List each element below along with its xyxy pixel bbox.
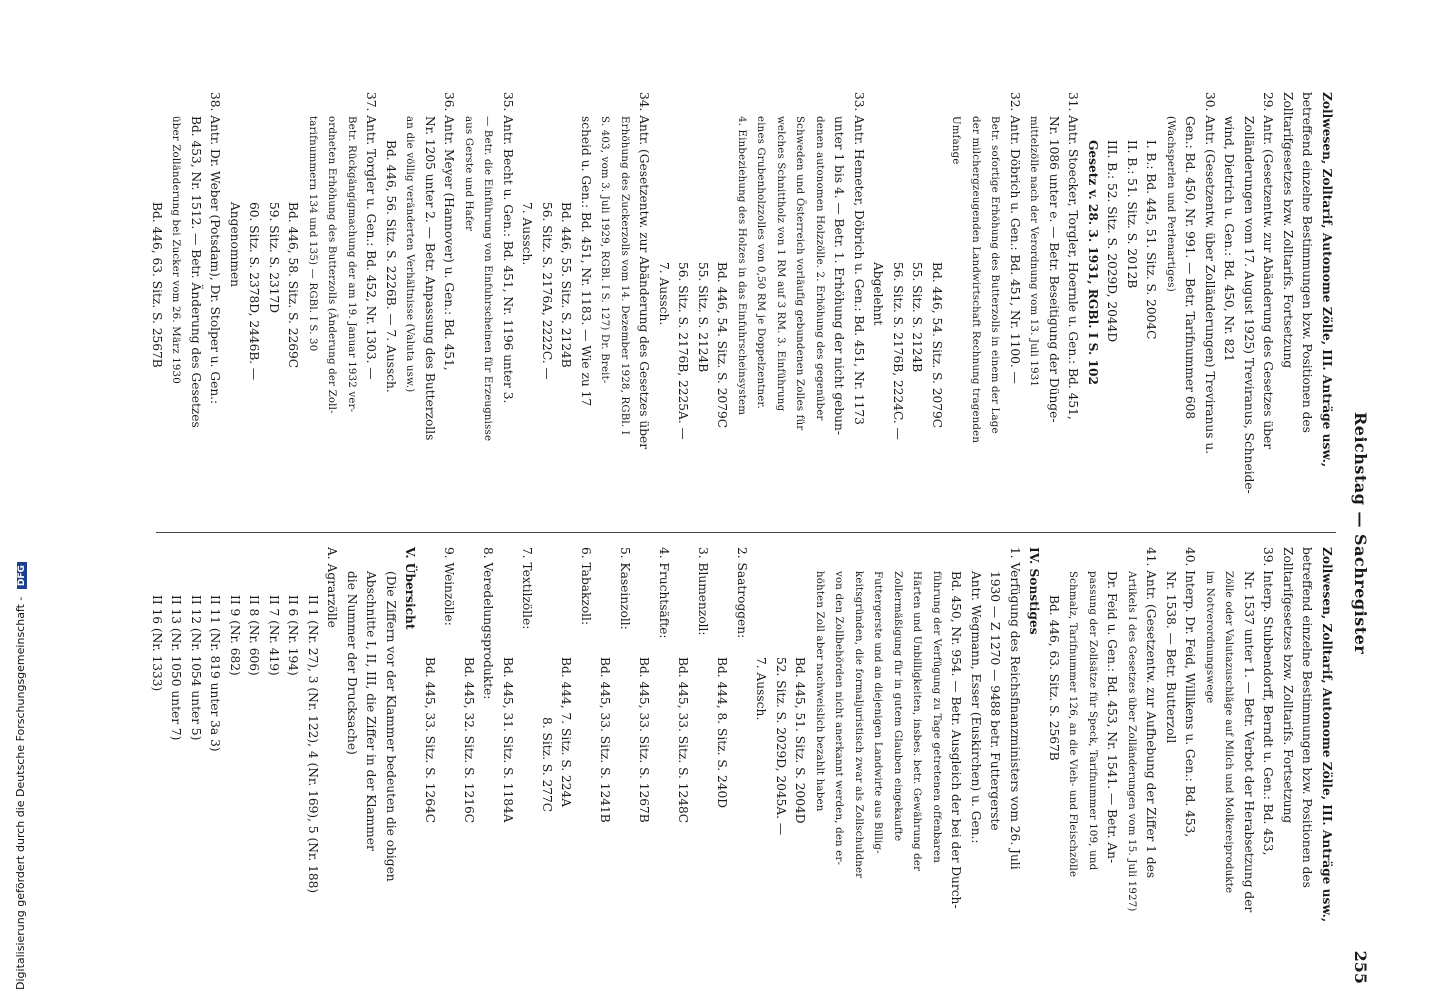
register-line: II 1 (Nr. 27), 3 (Nr. 122), 4 (Nr. 169), 5 (Nr. 188)	[306, 595, 320, 894]
register-line: 2. Saatroggen:	[735, 547, 749, 639]
rotated-register-page	[132, 92, 1372, 992]
register-line: 29. Antr. (Gesetzentw. zur Abänderung des Gesetzes über	[1261, 92, 1276, 450]
register-line: Zollwesen, Zolltarif, Autonome Zölle, III. Anträge usw.,	[1320, 92, 1334, 468]
register-line: aus Gerste und Hafer	[463, 116, 474, 232]
register-line: 7. Aussch.	[657, 262, 671, 326]
register-line: Schweden und Österreich vorläufig gebundenen Zolles für	[794, 116, 806, 431]
register-line: Abschnitte I, II, III, die Ziffer in der Klammer	[364, 571, 379, 851]
register-line: Bd. 445, 31. Sitz. S. 1184A	[501, 657, 515, 823]
register-line: Bd. 445, 51. Sitz. S. 2004D	[793, 657, 808, 824]
register-line: 8. Sitz. S. 277C	[540, 717, 554, 813]
register-line: 60. Sitz. S. 2378D, 2446B. —	[247, 202, 262, 381]
register-line: Schmalz, Tarifnummer 126, an die Vieh- und Fleischzölle	[1067, 571, 1079, 878]
register-line: Härten und Unbilligkeiten, insbes. betr. Gewährung der	[911, 571, 923, 872]
register-line: tarifnummern 134 und 135) — RGBl. I S. 30	[307, 116, 318, 352]
register-line: Bd. 446, 54. Sitz. S. 2079C	[930, 262, 944, 429]
register-line: betreffend einzelne Bestimmungen bzw. Positionen des	[1300, 92, 1315, 433]
register-line: höhten Zoll aber nachweislich bezahlt haben	[814, 571, 825, 812]
register-line: Abgelehnt	[871, 262, 886, 326]
register-line: Artikels I des Gesetzes über Zolländerungen vom 15. Juli 1927)	[1126, 571, 1137, 912]
register-line: Bd. 444, 8. Sitz. S. 240D	[715, 657, 730, 809]
register-line: keitsgründen, die formaljuristisch zwar als Zollschuldner	[853, 571, 864, 879]
register-line: Umfange	[950, 116, 962, 165]
register-line: 55. Sitz. S. 2124B	[696, 262, 710, 373]
register-line: 40. Interp. Dr. Feid, Willikens u. Gen.: Bd. 453,	[1183, 547, 1198, 838]
register-line: die Nummer der Drucksache)	[345, 571, 359, 755]
dfg-logo: DFG	[17, 562, 27, 589]
register-line: 7. Textilzölle:	[520, 547, 535, 630]
register-line: (Die Ziffern vor der Klammer bedeuten die obigen	[384, 571, 398, 882]
register-line: — Betr. die Einführung von Einfuhrscheinen für Erzeugnisse	[482, 116, 494, 442]
column-divider	[156, 532, 1336, 533]
register-line: II 8 (Nr. 606)	[247, 595, 262, 676]
register-line: Antr. Wegmann, Esser (Euskirchen) u. Gen.:	[969, 571, 983, 844]
register-line: Zolltarifgesetzes bzw. Zolltarifs. Fortsetzung	[1281, 92, 1295, 369]
register-line: 36. Antr. Meyer (Hannover) u. Gen.: Bd. 451,	[442, 92, 457, 371]
register-line: 56. Sitz. S. 2176B, 2225A. —	[676, 262, 691, 440]
register-line: Betr. Rückgängigmachung der am 19. Januar 1932 ver-	[346, 116, 357, 413]
register-line: Bd. 444, 7. Sitz. S. 224A	[559, 657, 574, 808]
header-title: Reichstag — Sachregister	[1351, 412, 1370, 655]
register-line: Dr. Feid u. Gen.: Bd. 453, Nr. 1541. — Betr. An-	[1105, 571, 1120, 864]
register-line: Bd. 453, Nr. 1512. — Betr. Änderung des Gesetzes	[189, 116, 203, 428]
register-line: Nr. 1086 unter e. — Betr. Beseitigung der Dünge-	[1047, 116, 1061, 423]
register-line: Bd. 445, 33. Sitz. S. 1241B	[598, 657, 613, 823]
register-line: mittelzölle nach der Verordnung vom 13. Juli 1931	[1028, 116, 1040, 388]
register-line: 31. Antr. Stoecker, Torgler, Hoernle u. Gen.: Bd. 451,	[1066, 92, 1081, 420]
register-line: 1930 — Z 1270 — 9488 betr. Futtergerste	[988, 571, 1003, 831]
register-line: Futtergerste und an diejenigen Landwirte aus Billig-	[872, 571, 884, 854]
register-line: Zolltarifgesetzes bzw. Zolltarifs. Fortsetzung	[1281, 547, 1295, 824]
register-line: 32. Antr. Döbrich u. Gen.: Bd. 451, Nr. 1100. —	[1008, 92, 1022, 384]
register-line: 33. Antr. Hemeter, Döbrich u. Gen.: Bd. 451, Nr. 1173	[852, 92, 866, 425]
register-line: 3. Blumenzoll:	[696, 547, 710, 636]
register-line: Bd. 446, 56. Sitz. S. 2226B. — 7. Aussch.	[384, 140, 398, 393]
register-line: Gen.: Bd. 450, Nr. 991. — Betr. Tarifnummer 608	[1183, 116, 1198, 420]
register-line: A. Agrarzölle	[325, 547, 340, 628]
register-line: Zollermäßigung für in gutem Glauben eingekaufte	[892, 571, 903, 842]
register-line: wind, Dietrich u. Gen.: Bd. 450, Nr. 821	[1222, 116, 1237, 362]
register-line: Nr. 1538. — Betr. Butterzoll	[1164, 571, 1178, 744]
register-line: von den Zollbehörden nicht anerkannt werden, den er-	[833, 571, 845, 866]
register-line: Bd. 450, Nr. 954. — Betr. Ausgleich der bei der Durch-	[949, 571, 964, 909]
register-line: V. Übersicht	[403, 547, 418, 630]
register-line: an die völlig veränderten Verhältnisse (Valuta usw.)	[404, 116, 416, 393]
register-line: Bd. 446, 58. Sitz. S. 2269C	[286, 202, 301, 369]
register-line: scheid u. Gen.: Bd. 451, Nr. 1183. — Wie zu 17	[579, 116, 593, 407]
register-line: 38. Antr. Dr. Weber (Potsdam), Dr. Stolper u. Gen.:	[208, 92, 223, 405]
register-line: 4. Einbeziehung des Holzes in das Einfuhrscheinsystem	[736, 116, 747, 416]
register-line: S. 403, vom 3. Juli 1929, RGBl. I S. 127) Dr. Breit-	[599, 116, 611, 384]
register-line: II 12 (Nr. 1054 unter 5)	[189, 595, 203, 741]
register-line: Nr. 1205 unter 2. — Betr. Anpassung des Butterzolls	[423, 116, 437, 441]
register-line: Erhöhung des Zuckerzolls vom 14. Dezember 1928, RGBl. I	[619, 116, 630, 435]
register-line: Nr. 1537 unter 1. — Betr. Verbot der Herabsetzung der	[1242, 571, 1256, 913]
running-header	[1342, 92, 1372, 992]
digitization-footer	[0, 0, 40, 1000]
register-line: Gesetz v. 28. 3. 1931, RGBl. I S. 102	[1086, 140, 1100, 385]
right-column	[147, 547, 1337, 975]
register-line: Bd. 446, 55. Sitz. S. 2124B	[559, 202, 574, 368]
register-line: II 13 (Nr. 1050 unter 7)	[169, 595, 184, 741]
register-line: 52. Sitz. S. 2029D, 2045A. —	[774, 657, 788, 836]
register-line: führung der Verfügung zu Tage getretenen offenbaren	[931, 571, 942, 863]
register-line: 56. Sitz. S. 2176A, 2222C. —	[540, 202, 554, 380]
register-line: 34. Antr. (Gesetzentw. zur Abänderung des Gesetzes über	[637, 92, 652, 450]
register-line: im Notverordnungswege	[1204, 571, 1215, 704]
register-line: IV. Sonstiges	[1027, 547, 1042, 635]
register-line: III. B.: 52. Sitz. S. 2029D, 2044D	[1105, 140, 1120, 343]
register-line: 8. Veredelungsprodukte:	[481, 547, 496, 700]
register-line: 39. Interp. Stubbendorff, Berndt u. Gen.: Bd. 453,	[1261, 547, 1276, 856]
register-line: passung der Zollsätze für Speck, Tarifnummer 109, und	[1087, 571, 1098, 871]
register-line: Bd. 445, 32. Sitz. S. 1216C	[462, 657, 476, 824]
register-line: I. B.: Bd. 445, 51. Sitz. S. 2004C	[1144, 140, 1159, 340]
register-line: Bd. 445, 33. Sitz. S. 1264C	[423, 657, 437, 824]
register-line: der milchergzeugenden Landwirtschaft Rechnung tragenden	[970, 116, 981, 444]
register-line: 6. Tabakzoll:	[579, 547, 593, 626]
register-line: (Wachsperlen und Perlenartiges)	[1165, 116, 1176, 292]
register-line: II 16 (Nr. 1333)	[150, 595, 164, 692]
register-line: 35. Antr. Becht u. Gen.: Bd. 451, Nr. 1196 unter 3.	[501, 92, 515, 404]
register-line: Betr. sofortige Erhöhung des Butterzolls in einem der Lage	[989, 116, 1001, 434]
register-line: unter 1 bis 4. — Betr. 1. Erhöhung der nicht gebun-	[832, 116, 847, 436]
register-line: II 9 (Nr. 682)	[228, 595, 242, 676]
register-line: 41. Antr. (Gesetzentw. zur Aufhebung der Ziffer 1 des	[1144, 547, 1159, 879]
register-line: 7. Aussch.	[520, 202, 535, 266]
register-line: Bd. 446, 63. Sitz. S. 2567B	[150, 202, 164, 368]
register-line: welches Schnittholz von 1 RM auf 3 RM. 3. Einführung	[775, 116, 786, 412]
register-line: Zolländerungen vom 17. August 1925) Treviranus, Schneide-	[1242, 116, 1256, 494]
register-line: 56. Sitz. S. 2176B, 2224C. —	[891, 262, 905, 440]
register-line: betreffend einzelne Bestimmungen bzw. Positionen des	[1300, 547, 1315, 888]
register-line: denen autonomen Holzzölle. 2. Erhöhung des gegenüber	[814, 116, 825, 421]
register-line: II 7 (Nr. 419)	[267, 595, 281, 676]
register-line: Bd. 445, 33. Sitz. S. 1267B	[637, 657, 652, 823]
register-line: ordneten Erhöhung des Butterzolls (Änderung der Zoll-	[326, 116, 338, 414]
register-line: über Zolländerung bei Zucker vom 26. März 1930	[170, 116, 182, 384]
register-line: II. B.: 51. Sitz. S. 2012B	[1125, 140, 1139, 289]
footer-text: Digitalisierung gefördert durch die Deutsche Forschungsgemeinschaft -	[14, 596, 27, 990]
register-line: eines Grubenholzzolles von 0,50 RM je Doppelzentner.	[755, 116, 767, 409]
register-line: 59. Sitz. S. 2317D	[267, 202, 281, 314]
register-line: 55. Sitz. S. 2124B	[910, 262, 925, 373]
register-line: Angenommen	[228, 202, 242, 288]
register-line: II 6 (Nr. 194)	[286, 595, 301, 676]
register-line: 7. Aussch.	[754, 657, 769, 721]
page-number: 255	[1351, 950, 1370, 984]
register-line: 37. Antr. Torgler u. Gen.: Bd. 452, Nr. 1303. —	[364, 92, 379, 380]
register-line: Bd. 446, 54. Sitz. S. 2079C	[715, 262, 730, 429]
register-line: Zölle oder Valutazuschläge auf Milch und Molkereiprodukte	[1223, 571, 1235, 894]
register-line: Bd. 445, 33. Sitz. S. 1248C	[676, 657, 691, 824]
left-column	[147, 92, 1337, 520]
register-line: 1. Verfügung des Reichsfinanzministers vom 26. Juli	[1008, 547, 1022, 870]
register-line: 9. Weinzölle:	[442, 547, 457, 626]
register-line: 4. Fruchtsäfte:	[657, 547, 671, 639]
register-line: Bd. 446, 63. Sitz. S. 2567B	[1047, 595, 1061, 761]
register-line: 5. Kaseinzoll:	[618, 547, 632, 630]
register-line: II 11 (Nr. 819 unter 3a 3)	[208, 595, 223, 752]
register-line: Zollwesen, Zolltarif, Autonome Zölle, III. Anträge usw.,	[1320, 547, 1334, 923]
register-line: 30. Antr. (Gesetzentw. über Zolländerungen) Treviranus u.	[1203, 92, 1217, 455]
